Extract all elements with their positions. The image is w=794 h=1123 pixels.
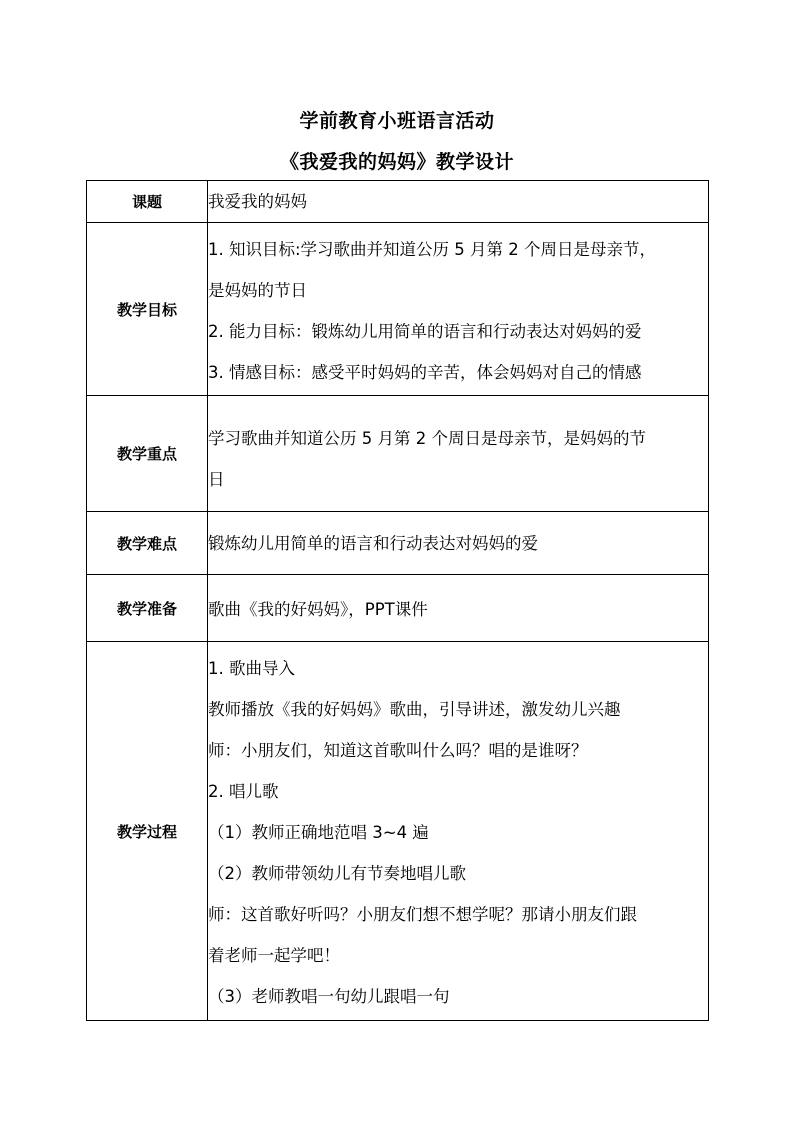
process-line-9: （3）老师教唱一句幼儿跟唱一句	[208, 987, 450, 1006]
table-row-topic	[87, 181, 709, 223]
preparation-line-1: 歌曲《我的好妈妈》，PPT课件	[208, 599, 428, 619]
row-content-key-points	[208, 396, 709, 512]
table-row-objectives	[87, 223, 709, 396]
row-label-topic: 课题	[87, 181, 208, 223]
page-title: 学前教育小班语言活动	[299, 110, 495, 132]
row-label-objectives: 教学目标	[87, 223, 208, 396]
table-row-process	[87, 642, 709, 1021]
key-points-line-1: 学习歌曲并知道公历 5 月第 2 个周日是母亲节，是妈妈的节	[208, 429, 646, 448]
process-line-8: 着老师一起学吧！	[208, 946, 340, 965]
table-row-difficulties	[87, 512, 709, 575]
objectives-line-1: 1. 知识目标:学习歌曲并知道公历 5 月第 2 个周日是母亲节，	[208, 240, 657, 259]
row-content-topic	[208, 181, 709, 223]
process-line-3: 师：小朋友们，知道这首歌叫什么吗？唱的是谁呀？	[208, 741, 588, 760]
page-subtitle: 《我爱我的妈妈》教学设计	[279, 151, 514, 173]
process-line-5: （1）教师正确地范唱 3~4 遍	[208, 823, 429, 842]
difficulties-line-1: 锻炼幼儿用简单的语言和行动表达对妈妈的爱	[208, 534, 538, 553]
process-line-4: 2. 唱儿歌	[208, 782, 279, 801]
row-label-key-points: 教学重点	[87, 396, 208, 512]
row-label-preparation: 教学准备	[87, 575, 208, 642]
row-content-process	[208, 642, 709, 1021]
row-content-preparation	[208, 575, 709, 642]
row-content-difficulties	[208, 512, 709, 575]
key-points-line-2: 日	[208, 470, 225, 489]
topic-line-1: 我爱我的妈妈	[208, 192, 307, 211]
row-label-process: 教学过程	[87, 642, 208, 1021]
objectives-line-2: 是妈妈的节日	[208, 281, 307, 300]
table-row-preparation	[87, 575, 709, 642]
lesson-plan-table	[86, 180, 709, 1021]
row-content-objectives	[208, 223, 709, 396]
objectives-line-3: 2. 能力目标：锻炼幼儿用简单的语言和行动表达对妈妈的爱	[208, 322, 642, 341]
process-line-6: （2）教师带领幼儿有节奏地唱儿歌	[208, 864, 466, 883]
process-line-1: 1. 歌曲导入	[208, 659, 295, 678]
table-row-key-points	[87, 396, 709, 512]
process-line-7: 师：这首歌好听吗？小朋友们想不想学呢？那请小朋友们跟	[208, 905, 637, 924]
row-label-difficulties: 教学难点	[87, 512, 208, 575]
objectives-line-4: 3. 情感目标：感受平时妈妈的辛苦，体会妈妈对自己的情感	[208, 363, 642, 382]
process-line-2: 教师播放《我的好妈妈》歌曲，引导讲述，激发幼儿兴趣	[208, 700, 621, 719]
